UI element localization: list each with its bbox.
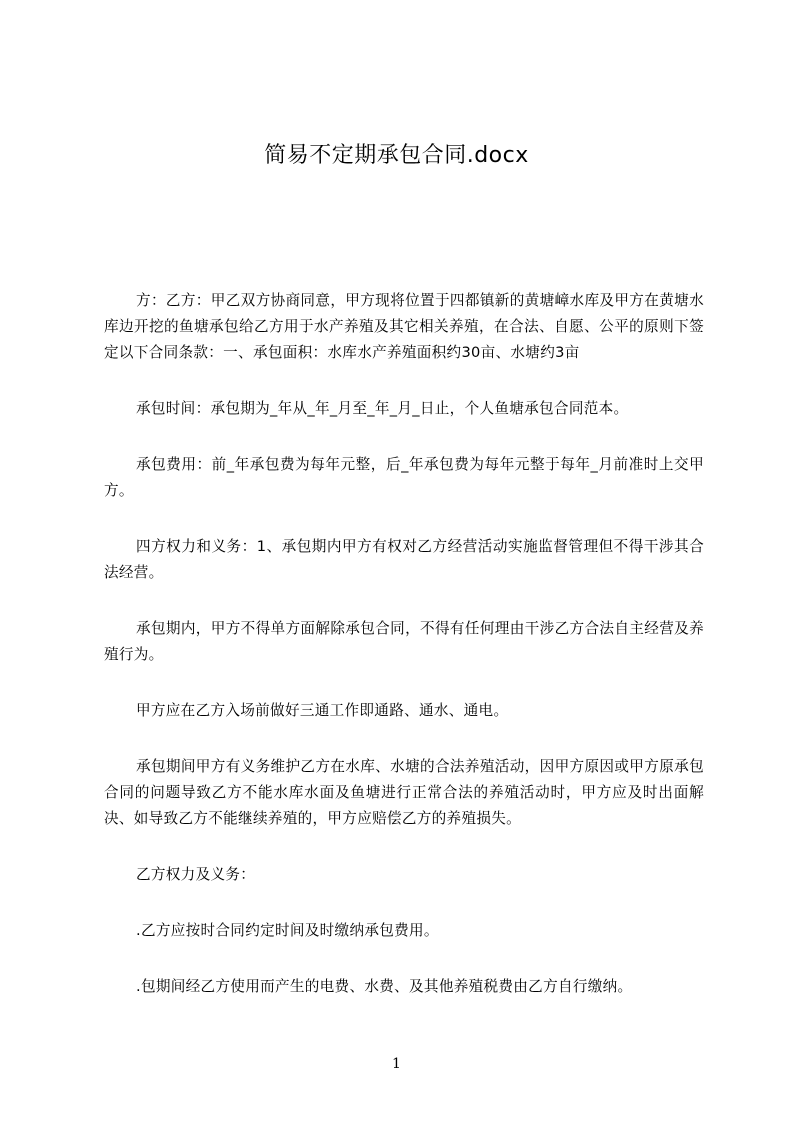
paragraph-rights-1: 四方权力和义务：1、承包期内甲方有权对乙方经营活动实施监督管理但不得干涉其合法经营。 — [104, 538, 704, 581]
paragraph-party-b-1: .乙方应按时合同约定时间及时缴纳承包费用。 — [136, 922, 439, 939]
paragraph-fees: 承包费用：前_年承包费为每年元整，后_年承包费为每年元整于每年_月前准时上交甲方。 — [104, 456, 704, 499]
paragraph-rights-2: 承包期内，甲方不得单方面解除承包合同，不得有任何理由干涉乙方合法自主经营及养殖行为。 — [104, 620, 704, 663]
paragraph-rights-4: 承包期间甲方有义务维护乙方在水库、水塘的合法养殖活动，因甲方原因或甲方原承包合同的问题导致乙方不能水库水面及鱼塘进行正常合法的养殖活动时，甲方应及时出面解决、如导致乙方不能继续养殖的，甲方应赔偿乙方的养殖损失。 — [104, 758, 704, 827]
document-title: 简易不定期承包合同.docx — [264, 143, 529, 168]
paragraph-party-b-2: .包期间经乙方使用而产生的电费、水费、及其他养殖税费由乙方自行缴纳。 — [136, 978, 633, 995]
paragraph-party-b-heading: 乙方权力及义务： — [136, 866, 256, 883]
page-number: 1 — [392, 1056, 401, 1072]
paragraph-parties: 方：乙方：甲乙双方协商同意，甲方现将位置于四都镇新的黄塘嶂水库及甲方在黄塘水库边开挖的鱼塘承包给乙方用于水产养殖及其它相关养殖，在合法、自愿、公平的原则下签定以下合同条款：一、承包面积：水库水产养殖面积约30亩、水塘约3亩 — [104, 292, 704, 361]
paragraph-term: 承包时间：承包期为_年从_年_月至_年_月_日止，个人鱼塘承包合同范本。 — [136, 400, 629, 417]
paragraph-rights-3: 甲方应在乙方入场前做好三通工作即通路、通水、通电。 — [136, 702, 509, 719]
document-body — [104, 288, 704, 1030]
